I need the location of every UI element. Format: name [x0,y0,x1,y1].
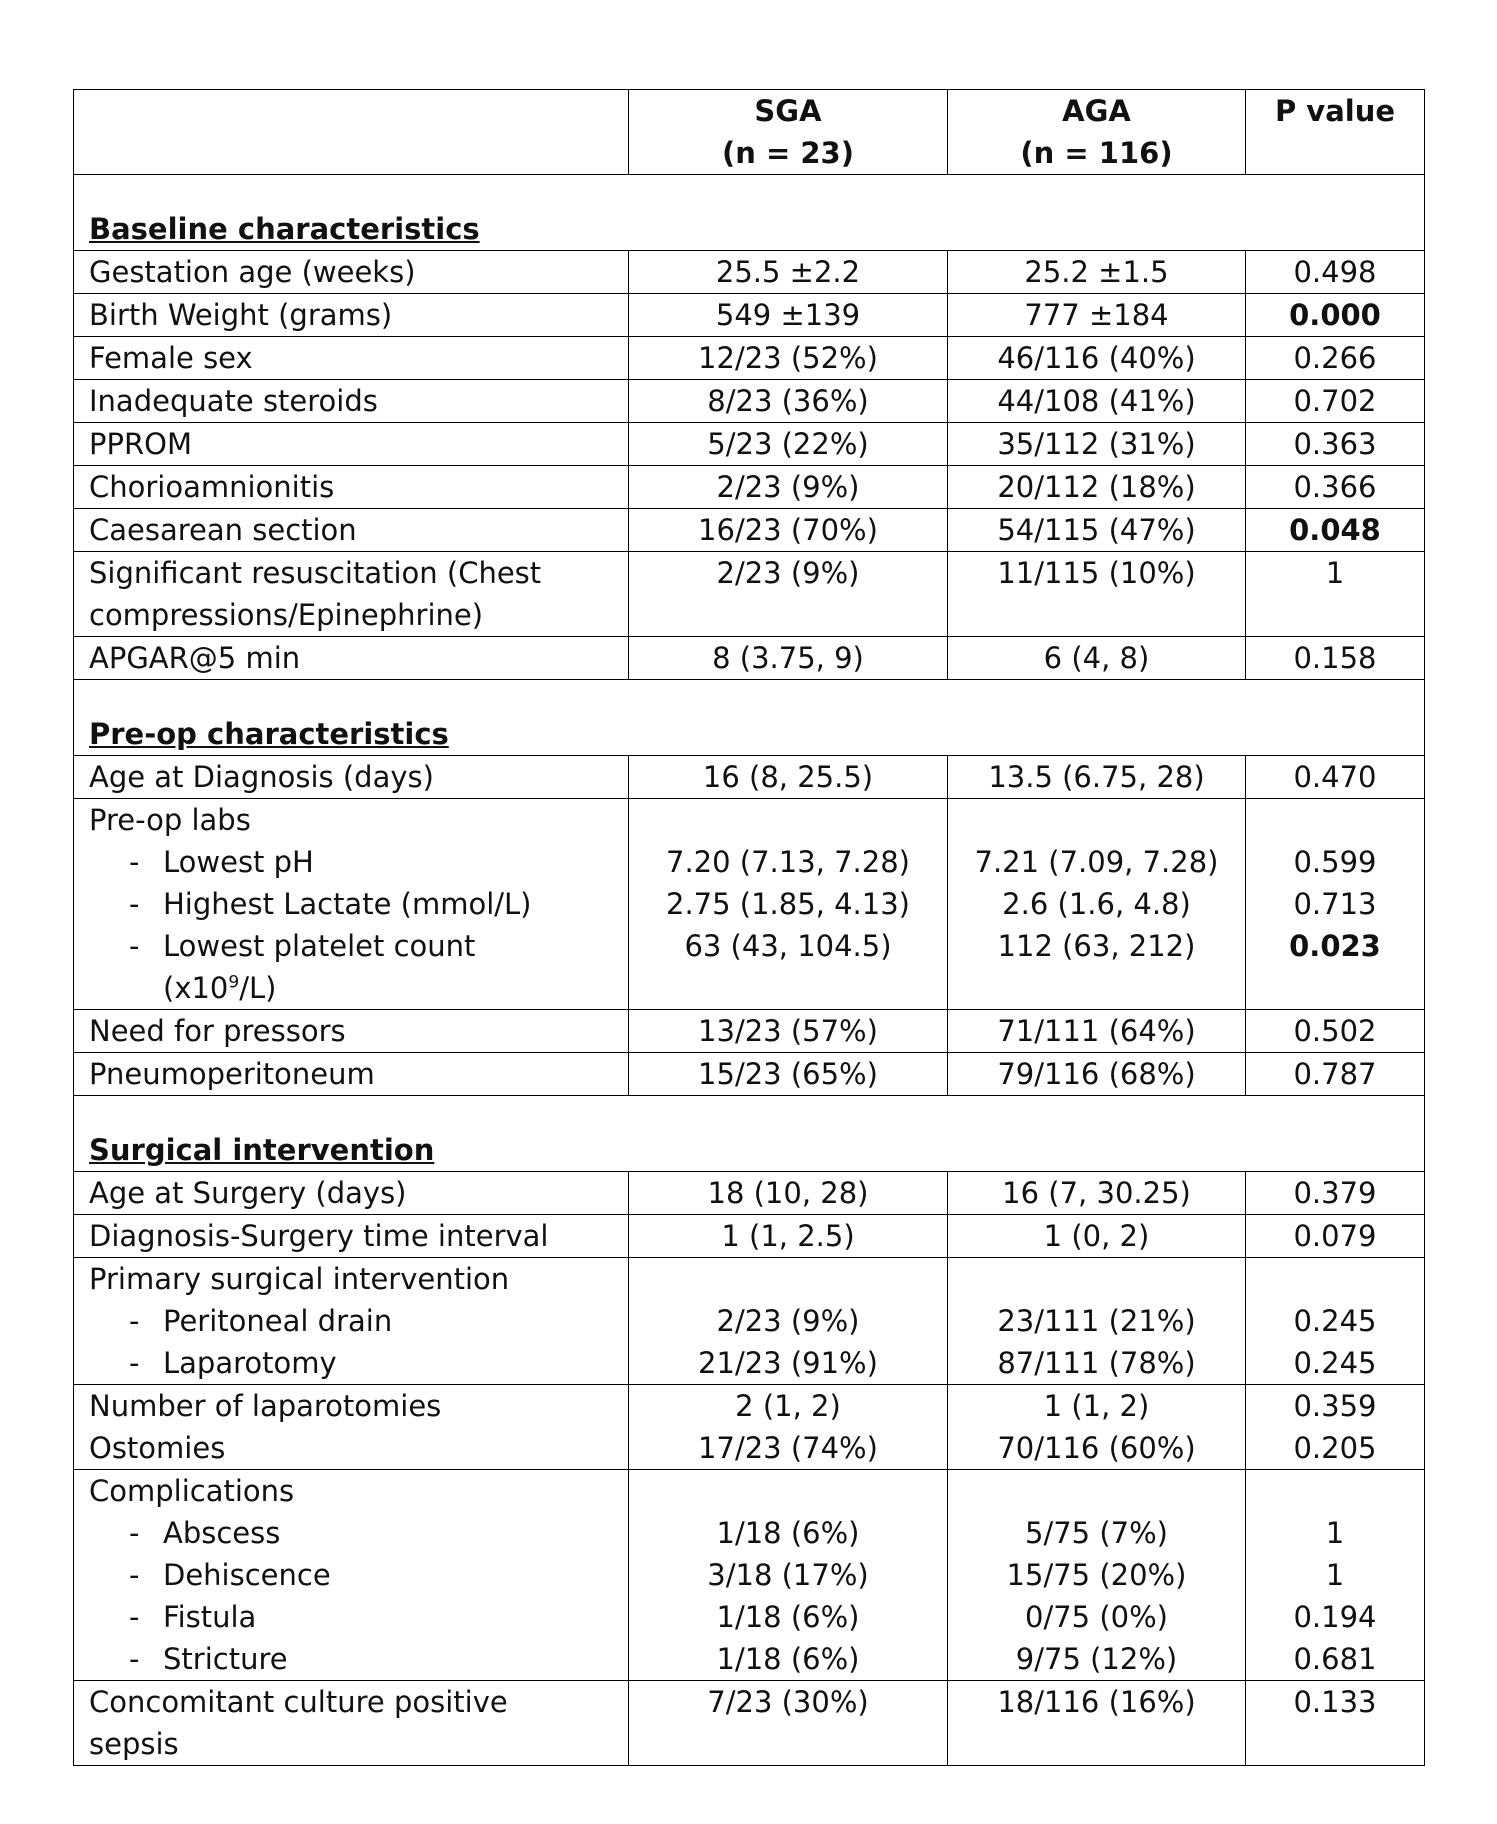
aga-values: 1 (1, 2) 70/116 (60%) [948,1385,1246,1470]
p-value: 0.133 [1246,1681,1425,1766]
header-p-value: P value [1246,90,1425,175]
sga-value: 16/23 (70%) [629,509,948,552]
section-row-preop [74,680,1425,756]
table-row [74,509,1425,552]
section-title-preop: Pre-op characteristics [74,680,1425,756]
aga-values: 7.21 (7.09, 7.28) 2.6 (1.6, 4.8) 112 (63, 212) [948,799,1246,1010]
sga-value: 16 (8, 25.5) [629,756,948,799]
list-item: - Dehiscence [129,1558,331,1592]
sga-value: 13/23 (57%) [629,1010,948,1053]
p-value: 0.079 [1246,1215,1425,1258]
aga-value: 13.5 (6.75, 28) [948,756,1246,799]
characteristics-table [73,89,1425,1766]
list-item: - Laparotomy [129,1346,337,1380]
p-values: 0.245 0.245 [1246,1258,1425,1385]
p-values: 0.359 0.205 [1246,1385,1425,1470]
row-label: Concomitant culture positive sepsis [74,1681,629,1766]
sga-value: 549 ±139 [629,294,948,337]
section-row-baseline [74,175,1425,251]
list-item: - Stricture [129,1642,288,1676]
row-label: Primary surgical intervention - Peritoneal drain - Laparotomy [74,1258,629,1385]
table-row [74,1681,1425,1766]
header-empty-cell [74,90,629,175]
sga-value: 2/23 (9%) [629,552,948,637]
sga-value: 5/23 (22%) [629,423,948,466]
header-aga: AGA (n = 116) [948,90,1246,175]
sga-values: 1/18 (6%) 3/18 (17%) 1/18 (6%) 1/18 (6%) [629,1470,948,1681]
p-value-significant: 0.023 [1289,929,1381,963]
p-value: 0.498 [1246,251,1425,294]
row-label: Complications - Abscess - Dehiscence - Fistula - Stricture [74,1470,629,1681]
sga-values: 2/23 (9%) 21/23 (91%) [629,1258,948,1385]
sga-value: 15/23 (65%) [629,1053,948,1096]
table-header-row [74,90,1425,175]
table-row [74,337,1425,380]
p-value: 0.158 [1246,637,1425,680]
p-value: 0.702 [1246,380,1425,423]
row-label: Gestation age (weeks) [74,251,629,294]
table-row [74,423,1425,466]
table-row [74,799,1425,1010]
row-label: Birth Weight (grams) [74,294,629,337]
sga-value: 18 (10, 28) [629,1172,948,1215]
aga-value: 1 (0, 2) [948,1215,1246,1258]
table-row [74,294,1425,337]
sga-values: 7.20 (7.13, 7.28) 2.75 (1.85, 4.13) 63 (43, 104.5) [629,799,948,1010]
table-row [74,1385,1425,1470]
table-row [74,1053,1425,1096]
aga-value: 777 ±184 [948,294,1246,337]
aga-value: 44/108 (41%) [948,380,1246,423]
section-title-baseline: Baseline characteristics [74,175,1425,251]
table-row [74,1215,1425,1258]
row-label: Age at Diagnosis (days) [74,756,629,799]
aga-value: 16 (7, 30.25) [948,1172,1246,1215]
table-row [74,1010,1425,1053]
row-label: APGAR@5 min [74,637,629,680]
table-row [74,756,1425,799]
p-values: 1 1 0.194 0.681 [1246,1470,1425,1681]
row-label: PPROM [74,423,629,466]
aga-values: 23/111 (21%) 87/111 (78%) [948,1258,1246,1385]
row-label: Pre-op labs - Lowest pH - Highest Lactate (mmol/L) - Lowest platelet count $(x10^9/L)$ [74,799,629,1010]
row-label: Need for pressors [74,1010,629,1053]
row-label: Caesarean section [74,509,629,552]
header-sga: SGA (n = 23) [629,90,948,175]
sga-values: 2 (1, 2) 17/23 (74%) [629,1385,948,1470]
p-value: 0.787 [1246,1053,1425,1096]
aga-value: 20/112 (18%) [948,466,1246,509]
p-value: 0.366 [1246,466,1425,509]
p-value: 0.470 [1246,756,1425,799]
sga-value: 2/23 (9%) [629,466,948,509]
list-item: - Lowest pH [129,845,314,879]
aga-value: 18/116 (16%) [948,1681,1246,1766]
row-label: Number of laparotomies Ostomies [74,1385,629,1470]
row-label: Significant resuscitation (Chest compressions/Epinephrine) [74,552,629,637]
aga-value: 6 (4, 8) [948,637,1246,680]
p-value: 0.502 [1246,1010,1425,1053]
p-values: 0.599 0.713 0.023 [1246,799,1425,1010]
table-row [74,637,1425,680]
p-value: 0.266 [1246,337,1425,380]
table-row [74,380,1425,423]
p-value: 0.379 [1246,1172,1425,1215]
aga-value: 71/111 (64%) [948,1010,1246,1053]
table-row [74,1470,1425,1681]
sga-value: 7/23 (30%) [629,1681,948,1766]
p-value-significant: 0.000 [1246,294,1425,337]
row-label: Chorioamnionitis [74,466,629,509]
row-label: Diagnosis-Surgery time interval [74,1215,629,1258]
table-row [74,552,1425,637]
aga-value: 79/116 (68%) [948,1053,1246,1096]
table-row [74,1258,1425,1385]
sga-value: 25.5 ±2.2 [629,251,948,294]
row-label: Age at Surgery (days) [74,1172,629,1215]
aga-value: 11/115 (10%) [948,552,1246,637]
table-row [74,466,1425,509]
list-item: - Highest Lactate (mmol/L) [129,887,532,921]
table-row [74,251,1425,294]
list-item: - Fistula [129,1600,257,1634]
p-value-significant: 0.048 [1246,509,1425,552]
sga-value: 12/23 (52%) [629,337,948,380]
aga-value: 54/115 (47%) [948,509,1246,552]
p-value: 0.363 [1246,423,1425,466]
sga-value: 1 (1, 2.5) [629,1215,948,1258]
sga-value: 8 (3.75, 9) [629,637,948,680]
aga-value: 46/116 (40%) [948,337,1246,380]
list-item: - Lowest platelet count $(x10^9/L)$ [129,929,476,1005]
table-row [74,1172,1425,1215]
sga-value: 8/23 (36%) [629,380,948,423]
p-value: 1 [1246,552,1425,637]
row-label: Inadequate steroids [74,380,629,423]
list-item: - Peritoneal drain [129,1304,393,1338]
section-row-surgical [74,1096,1425,1172]
row-label: Female sex [74,337,629,380]
list-item: - Abscess [129,1516,281,1550]
row-label: Pneumoperitoneum [74,1053,629,1096]
aga-value: 25.2 ±1.5 [948,251,1246,294]
section-title-surgical: Surgical intervention [74,1096,1425,1172]
aga-values: 5/75 (7%) 15/75 (20%) 0/75 (0%) 9/75 (12%) [948,1470,1246,1681]
aga-value: 35/112 (31%) [948,423,1246,466]
